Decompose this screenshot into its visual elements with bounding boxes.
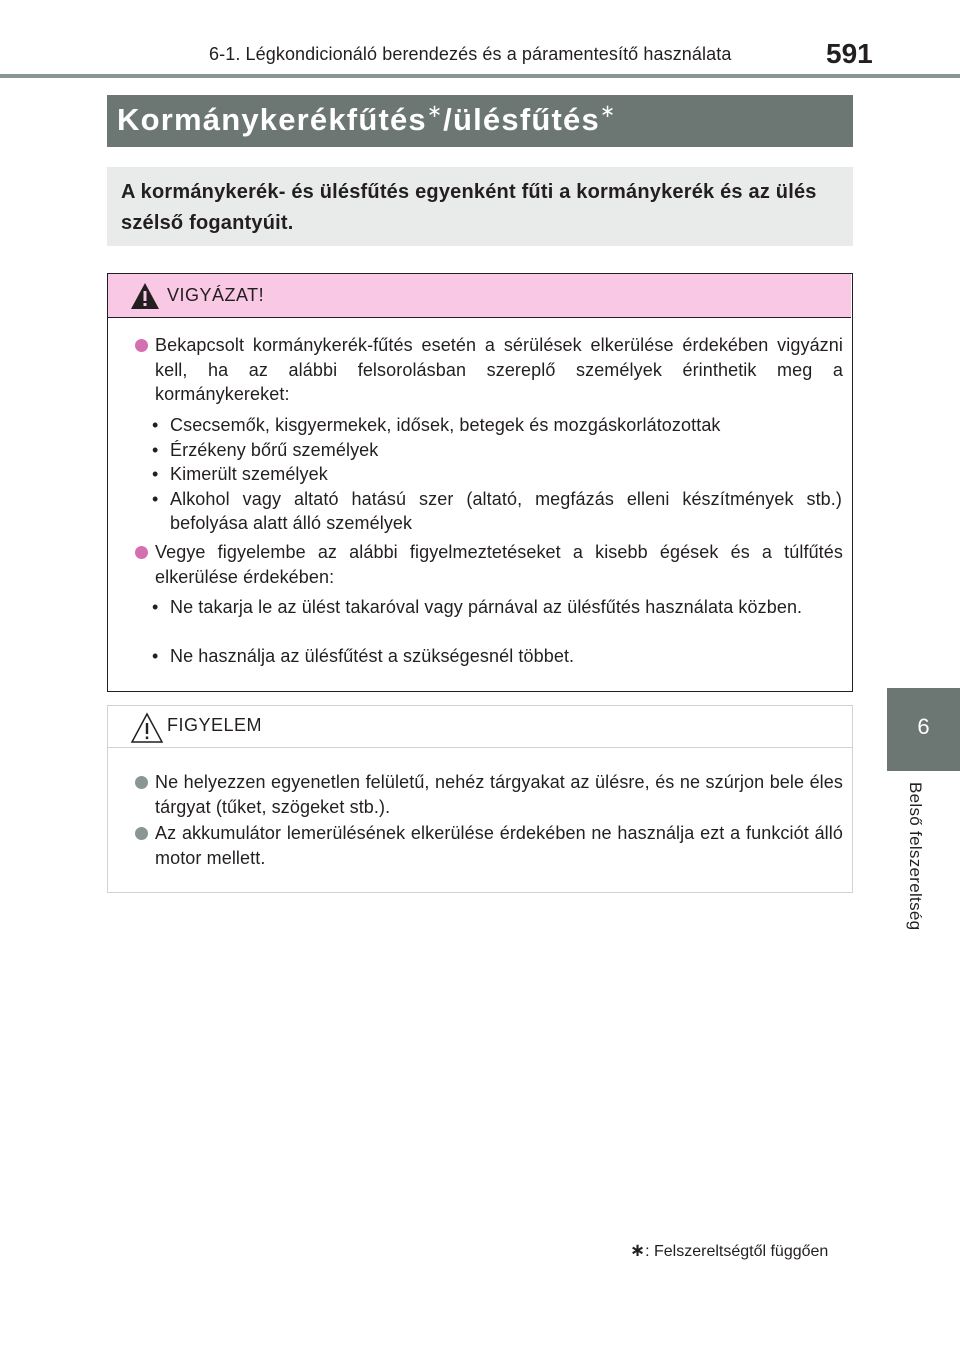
- warning-subitem-text: Alkohol vagy altató hatású szer (altató, megfázás elleni készítmények stb.) befolyása alatt álló személyek: [170, 488, 842, 533]
- chapter-title: Belső felszereltség: [906, 782, 925, 931]
- caution-item-text: Az akkumulátor lemerülésének elkerülése érdekében ne használja ezt a funkciót álló motor mellett.: [155, 823, 843, 868]
- intro-text: A kormánykerék- és ülésfűtés egyenként fűti a kormánykerék és az ülés szélső fogantyúit.: [121, 181, 817, 234]
- warning-subitem-text: Ne takarja le az ülést takaróval vagy párnával az ülésfűtés használata közben.: [170, 597, 803, 617]
- warning-item-text: Vegye figyelembe az alábbi figyelmeztetéseket a kisebb égések és a túlfűtés elkerülése érdekében:: [155, 542, 843, 587]
- footnote-star: ∗: [630, 1240, 646, 1260]
- caution-item: [155, 770, 843, 819]
- footnote-text: : Felszereltségtől függően: [645, 1243, 829, 1260]
- warning-subitem: • Ne takarja le az ülést takaróval vagy párnával az ülésfűtés használata közben.: [152, 597, 803, 617]
- footnote: [630, 1240, 828, 1261]
- caution-label: FIGYELEM: [167, 715, 263, 735]
- section-title-bar: [107, 95, 853, 147]
- title-part-1: Kormánykerékfűtés: [117, 102, 427, 137]
- warning-label: VIGYÁZAT!: [167, 285, 265, 305]
- caution-item-text: Ne helyezzen egyenetlen felületű, nehéz tárgyakat az ülésre, és ne szúrjon bele éles tárgyat (tűket, szögeket stb.).: [155, 772, 843, 817]
- caution-box: [107, 705, 853, 893]
- title-part-2: /ülésfűtés: [443, 102, 600, 137]
- warning-item: [155, 333, 843, 407]
- page-number: 591: [826, 38, 873, 69]
- warning-subitem-text: Érzékeny bőrű személyek: [170, 439, 379, 460]
- caution-item: [155, 821, 843, 870]
- warning-subitem: • Ne használja az ülésfűtést a szükségesnél többet.: [152, 646, 575, 666]
- warning-subitem: • Érzékeny bőrű személyek: [152, 439, 379, 460]
- section-title: [117, 102, 616, 138]
- bullet-icon: [135, 546, 148, 559]
- warning-subitem-text: Csecsemők, kisgyermekek, idősek, betegek és mozgáskorlátozottak: [170, 415, 721, 435]
- bullet-icon: [135, 339, 148, 352]
- warning-subitem: • Alkohol vagy altató hatású szer (altató, megfázás elleni készítmények stb.) befolyása alatt álló személyek: [152, 488, 842, 533]
- chapter-tab: [887, 688, 960, 771]
- caution-triangle-icon: [130, 712, 164, 744]
- warning-subitem: • Kimerült személyek: [152, 464, 328, 484]
- intro-box: [107, 167, 853, 246]
- warning-header: [108, 274, 851, 318]
- title-star-1: ∗: [426, 100, 444, 121]
- title-star-2: ∗: [599, 100, 617, 121]
- chapter-number: 6: [917, 714, 930, 739]
- caution-header: [108, 706, 852, 748]
- warning-item-text: Bekapcsolt kormánykerék-fűtés esetén a sérülések elkerülése érdekében vigyázni kell, ha az alábbi felsorolásban szereplő személyek érinthetik meg a kormánykereket:: [155, 335, 843, 404]
- bullet-icon: [135, 776, 148, 789]
- header-rule: [0, 74, 960, 78]
- warning-subitem-text: Kimerült személyek: [170, 464, 328, 484]
- bullet-icon: [135, 827, 148, 840]
- running-header: 6-1. Légkondicionáló berendezés és a páramentesítő használata: [209, 44, 732, 64]
- warning-triangle-icon: [130, 282, 160, 310]
- warning-item: [155, 540, 843, 589]
- warning-subitem-text: Ne használja az ülésfűtést a szükségesnél többet.: [170, 646, 575, 666]
- warning-box: [107, 273, 853, 692]
- chapter-title-wrap: [897, 782, 933, 972]
- warning-subitem: • Csecsemők, kisgyermekek, idősek, betegek és mozgáskorlátozottak: [152, 415, 721, 435]
